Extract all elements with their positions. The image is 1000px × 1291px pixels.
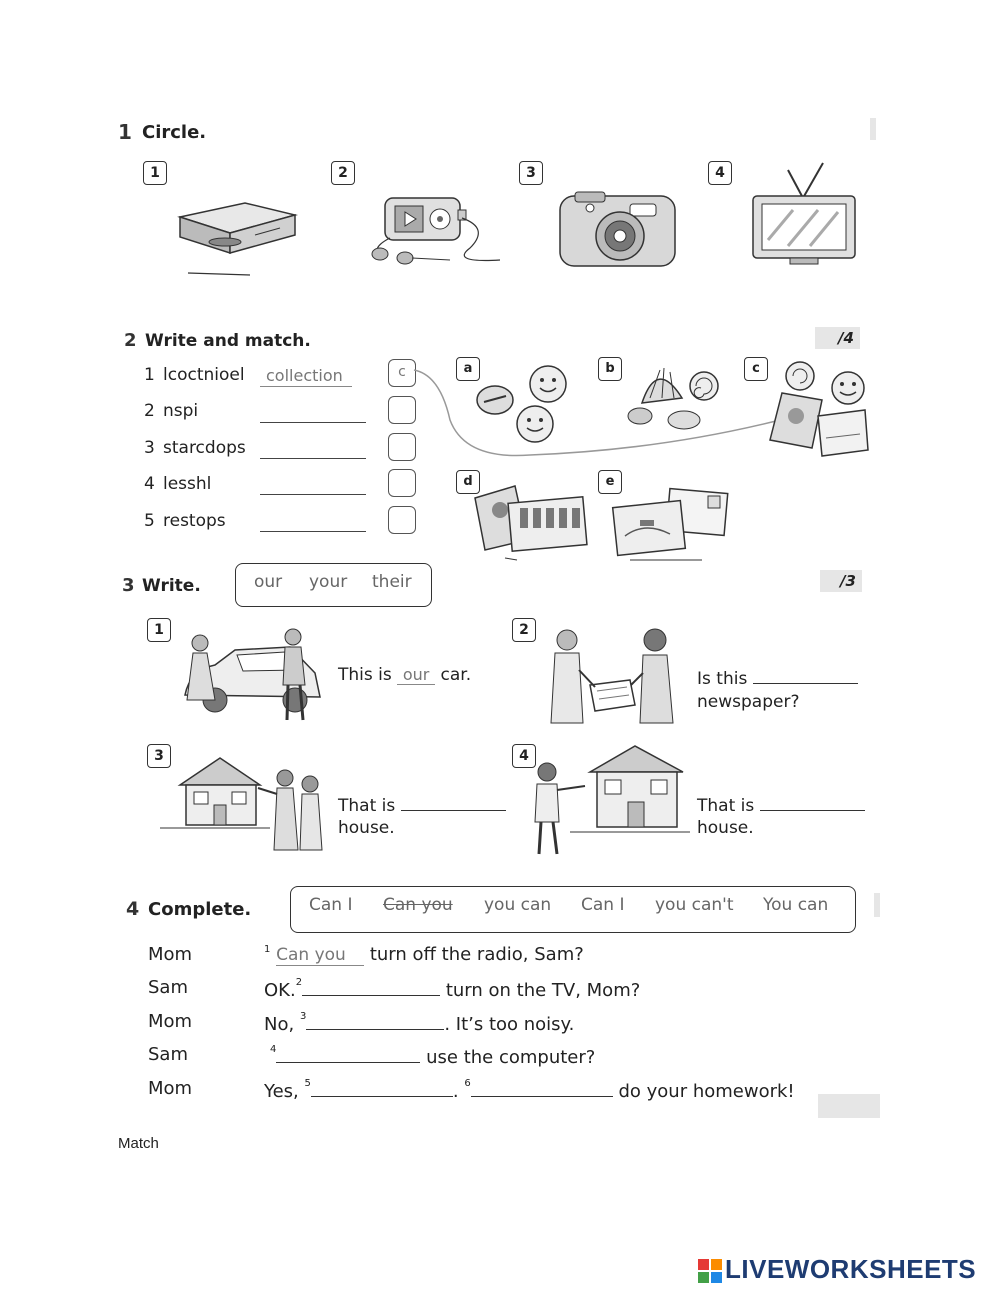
speaker-1: Mom: [148, 944, 193, 965]
gap-6-blank[interactable]: [471, 1078, 613, 1097]
postcards-image[interactable]: [610, 486, 730, 566]
gap-number-1: 1: [264, 944, 271, 955]
dialog-line-3-start: No,: [264, 1014, 295, 1035]
section-1-number: 1: [118, 120, 132, 144]
sentence-3-blank[interactable]: [401, 792, 506, 811]
boy-house-image: [525, 742, 690, 857]
section-3-title: Write.: [142, 576, 201, 596]
dialog-line-1: [264, 944, 584, 966]
bank-word-their: their: [372, 572, 412, 592]
gap-number-3: 3: [299, 1011, 307, 1022]
gap-1-answer[interactable]: Can you: [276, 945, 364, 966]
sentence-4: [697, 792, 865, 816]
sentence-2-after: newspaper?: [697, 692, 800, 712]
gap-3-blank[interactable]: [306, 1011, 444, 1030]
bank-phrase-1: Can I: [309, 895, 353, 915]
camera-image[interactable]: [555, 188, 680, 273]
speaker-4: Sam: [148, 1044, 188, 1065]
row-number-3: 3: [144, 438, 155, 458]
match-label: Match: [118, 1135, 159, 1152]
sentence-2: [697, 665, 858, 689]
scrambled-word-4: lesshl: [163, 474, 212, 494]
item-number-3: 3: [519, 161, 543, 185]
collection-image[interactable]: [760, 358, 870, 463]
speaker-5: Mom: [148, 1078, 193, 1099]
dialog-line-2-rest: turn on the TV, Mom?: [445, 980, 641, 1001]
match-box-1[interactable]: c: [388, 359, 416, 387]
scrambled-word-2: nspi: [163, 401, 199, 421]
speaker-2: Sam: [148, 977, 188, 998]
dvd-player-image[interactable]: [170, 195, 300, 280]
picture-label-b: b: [598, 357, 622, 381]
item-number-s3-4: 4: [512, 744, 536, 768]
stickers-image[interactable]: [465, 478, 600, 563]
answer-line-4[interactable]: [260, 494, 366, 495]
answer-line-2[interactable]: [260, 422, 366, 423]
answer-line-3[interactable]: [260, 458, 366, 459]
picture-label-e: e: [598, 470, 622, 494]
gap-2-blank[interactable]: [302, 977, 440, 996]
dialog-line-5-start: Yes,: [264, 1081, 299, 1102]
section-3-number: 3: [122, 575, 135, 596]
answer-text-1[interactable]: collection: [266, 366, 343, 385]
sentence-4-after: house.: [697, 818, 754, 838]
sentence-2-blank[interactable]: [753, 665, 858, 684]
row-number-1: 1: [144, 365, 155, 385]
item-number-s3-1: 1: [147, 618, 171, 642]
sentence-3: [338, 792, 506, 816]
gap-number-4: 4: [270, 1044, 277, 1055]
tv-image[interactable]: [748, 160, 858, 270]
dialog-line-3-rest: . It’s too noisy.: [444, 1014, 575, 1035]
section-2-title: Write and match.: [145, 331, 311, 351]
word-bank-section-4: [290, 886, 856, 933]
sentence-3-before: That is: [338, 796, 396, 816]
bank-phrase-5: you can't: [655, 895, 734, 915]
speaker-3: Mom: [148, 1011, 193, 1032]
sentence-3-after: house.: [338, 818, 395, 838]
score-section-3: /3: [820, 570, 862, 592]
item-number-2: 2: [331, 161, 355, 185]
item-number-s3-2: 2: [512, 618, 536, 642]
sentence-4-before: That is: [697, 796, 755, 816]
section-1-title: Circle.: [142, 122, 207, 143]
bank-phrase-3: you can: [484, 895, 552, 915]
dialog-line-4: [270, 1044, 595, 1068]
dialog-line-2: [264, 977, 640, 1001]
sentence-1-after: car.: [440, 665, 472, 685]
row-number-4: 4: [144, 474, 155, 494]
bank-phrase-6: You can: [763, 895, 829, 915]
picture-label-d: d: [456, 470, 480, 494]
match-box-4[interactable]: [388, 469, 416, 497]
sentence-1-before: This is: [338, 665, 392, 685]
section-4-title: Complete.: [148, 899, 252, 920]
row-number-5: 5: [144, 511, 155, 531]
bank-word-our: our: [254, 572, 283, 592]
sentence-1-answer[interactable]: our: [397, 665, 435, 685]
row-number-2: 2: [144, 401, 155, 421]
answer-line-5[interactable]: [260, 531, 366, 532]
house-girls-image: [160, 750, 330, 855]
scrambled-word-1: lcoctnioel: [163, 365, 245, 385]
mp3-player-image[interactable]: [350, 188, 505, 273]
item-number-1: 1: [143, 161, 167, 185]
dialog-line-3: [264, 1011, 574, 1035]
score-section-2: /4: [815, 327, 860, 349]
dialog-line-5: [264, 1078, 795, 1102]
dialog-line-4-rest: use the computer?: [426, 1047, 596, 1068]
gap-number-2: 2: [295, 977, 303, 988]
dialog-line-5-dot: .: [452, 1081, 459, 1102]
dialog-line-2-start: OK.: [264, 980, 296, 1001]
sentence-1: [338, 665, 471, 685]
gap-4-blank[interactable]: [276, 1044, 420, 1063]
word-bank-section-3: [235, 563, 432, 607]
score-tab-section-4: [874, 893, 880, 917]
section-2-number: 2: [124, 330, 137, 351]
couple-car-image: [175, 625, 325, 725]
picture-label-c: c: [744, 357, 768, 381]
picture-label-a: a: [456, 357, 480, 381]
score-box-section-4: [818, 1094, 880, 1118]
newspaper-exchange-image: [545, 625, 685, 725]
shells-image[interactable]: [622, 358, 722, 433]
gap-5-blank[interactable]: [311, 1078, 453, 1097]
score-tab: [870, 118, 876, 140]
sentence-4-blank[interactable]: [760, 792, 865, 811]
gap-number-5: 5: [304, 1078, 311, 1089]
answer-line-1[interactable]: [260, 386, 352, 387]
pins-image[interactable]: [470, 362, 575, 447]
scrambled-word-5: restops: [163, 511, 226, 531]
liveworksheets-logo-icon: [698, 1259, 722, 1283]
gap-number-6: 6: [464, 1078, 471, 1089]
bank-phrase-2-used: Can you: [383, 895, 453, 915]
match-box-5[interactable]: [388, 506, 416, 534]
liveworksheets-brand[interactable]: LIVEWORKSHEETS: [725, 1254, 977, 1284]
item-number-s3-3: 3: [147, 744, 171, 768]
sentence-2-before: Is this: [697, 669, 748, 689]
dialog-line-1-rest: turn off the radio, Sam?: [369, 944, 584, 965]
section-4-number: 4: [126, 898, 140, 920]
bank-word-your: your: [309, 572, 348, 592]
item-number-4: 4: [708, 161, 732, 185]
scrambled-word-3: starcdops: [163, 438, 246, 458]
bank-phrase-4: Can I: [581, 895, 625, 915]
dialog-line-5-rest: do your homework!: [618, 1081, 795, 1102]
